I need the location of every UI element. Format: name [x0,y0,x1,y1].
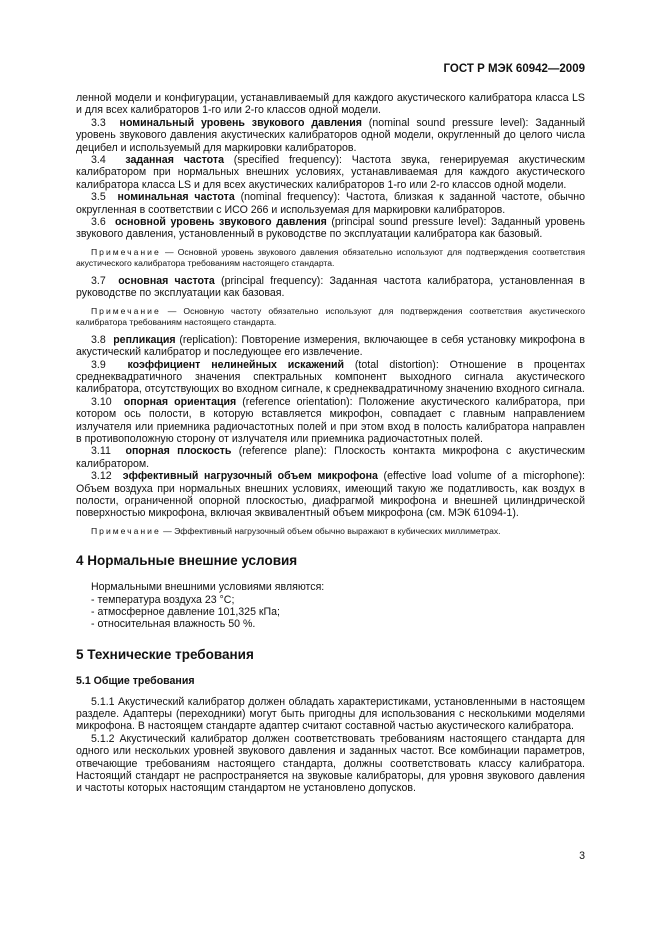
term-title: репликация [113,333,176,346]
list-item: - относительная влажность 50 %. [91,618,256,631]
paragraph-5-1-2: 5.1.2 Акустический калибратор должен соответствовать требованиям настоящего стандарта для одного или нескольких уровней звукового давления и заданных частот. Все комбинации параметров, отвечающие требованиям настоящего стандарта, должны соответствовать классу калибратора. Настоящий стандарт не распространяется на звуковые калибраторы, для уровня звукового давления и частоты которых настоящим стандартом не установлено допусков. [76,732,585,795]
term-title: опорная плоскость [125,445,232,458]
document-header: ГОСТ Р МЭК 60942—2009 [443,63,585,75]
note-1: Примечание — Основной уровень звукового давления обязательно используют для подтверждения соответствия акустического калибратора требованиям настоящего стандарта. [76,246,585,268]
conditions-list [76,581,585,631]
term-title: опорная ориентация [123,395,237,408]
note-2: Примечание — Основную частоту обязательно используют для подтверждения соответствия акустического калибратора требованиям настоящего стандарта. [76,305,585,327]
term-3-7: 3.7 основная частота (principal frequency): Заданная частота калибратора, установленная в руководстве по эксплуатации как базовая. [76,274,585,300]
term-title: номинальная частота [117,191,235,204]
section-5-heading: 5 Технические требования [76,646,254,662]
list-item: - атмосферное давление 101,325 кПа; [91,606,280,618]
term-3-11: 3.11 опорная плоскость (reference plane): Плоскость контакта микрофона с акустическим калибратором. [76,445,585,470]
term-3-5: 3.5 номинальная частота (nominal frequency): Частота, близкая к заданной частоте, обычно округленная в соответствии с ИСО 266 и используемая для маркировки калибраторов. [76,191,586,216]
term-3-9: 3.9 коэффициент нелинейных искажений (total distortion): Отношение в процентах среднеквадратичного значения спектральных компонент выходного сигнала акустического калибратора, отсутствующих во входном сигнале, к среднеквадратичному значению входного сигнала. [76,358,585,396]
term-3-6: 3.6 основной уровень звукового давления (principal sound pressure level): Заданный уровень звукового давления, установленный в руководстве по эксплуатации калибратора как базовый. [76,216,585,241]
term-title: эффективный нагрузочный объем микрофона [122,470,378,483]
term-3-10: 3.10 опорная ориентация (reference orientation): Положение акустического калибратора, при котором ось полости, в которую вставляется микрофон, совпадает с главным направлением излучателя или приемника радиочастотных полей и при этом вход в полость калибратора направлен в противоположную сторону от излучателя или приемника радиочастотных полей. [76,395,585,445]
paragraph-5-1-1: 5.1.1 Акустический калибратор должен обладать характеристиками, установленными в настоящем разделе. Адаптеры (переходники) могут быть пригодны для использования с несколькими моделями микрофона. В настоящем стандарте адаптер считают составной частью акустического калибратора. [76,695,585,733]
term-title: основная частота [118,274,215,287]
document-body [76,92,585,795]
term-title: заданная частота [125,154,224,167]
term-title: коэффициент нелинейных искажений [127,358,345,371]
term-3-12: 3.12 эффективный нагрузочный объем микрофона (effective load volume of a microphone): Объем воздуха при нормальных внешних условиях, имеющий такую же податливость, как воздух в полости, ограниченной опорной плоскостью, диафрагмой микрофона и внешней цилиндрической поверхностью микрофона, включая эквивалентный объем микрофона (см. МЭК 61094-1). [76,470,585,520]
section-4-heading: 4 Нормальные внешние условия [76,552,298,568]
page-number: 3 [579,850,585,862]
paragraph-continuation: ленной модели и конфигурации, устанавливаемый для каждого акустического калибратора класса LS и для всех калибраторов 1-го или 2-го классов одной модели. [76,92,585,117]
term-title: основной уровень звукового давления [114,216,327,229]
term-3-4: 3.4 заданная частота (specified frequency): Частота звука, генерируемая акустическим калибратором при нормальных внешних условиях, устанавливаемая для каждого акустического калибратора класса LS и для всех акустических калибраторов 1-го или 2-го классов одной модели. [76,154,585,191]
term-3-8: 3.8 репликация (replication): Повторение измерения, включающее в себя установку микрофона в акустический калибратор и последующее его извлечение. [76,333,586,359]
note-3: Примечание — Эффективный нагрузочный объем обычно выражают в кубических миллиметрах. [91,525,501,536]
subsection-5-1-heading: 5.1 Общие требования [76,675,195,688]
list-item: - температура воздуха 23 °С; [91,593,235,606]
list-intro: Нормальными внешними условиями являются: [91,581,325,594]
term-title: номинальный уровень звукового давления [119,116,362,129]
term-3-3: 3.3 номинальный уровень звукового давления (nominal sound pressure level): Заданный уровень звукового давления акустических калибраторов одной модели, округленный до целого числа децибел и используемый для маркировки калибраторов. [76,116,585,154]
